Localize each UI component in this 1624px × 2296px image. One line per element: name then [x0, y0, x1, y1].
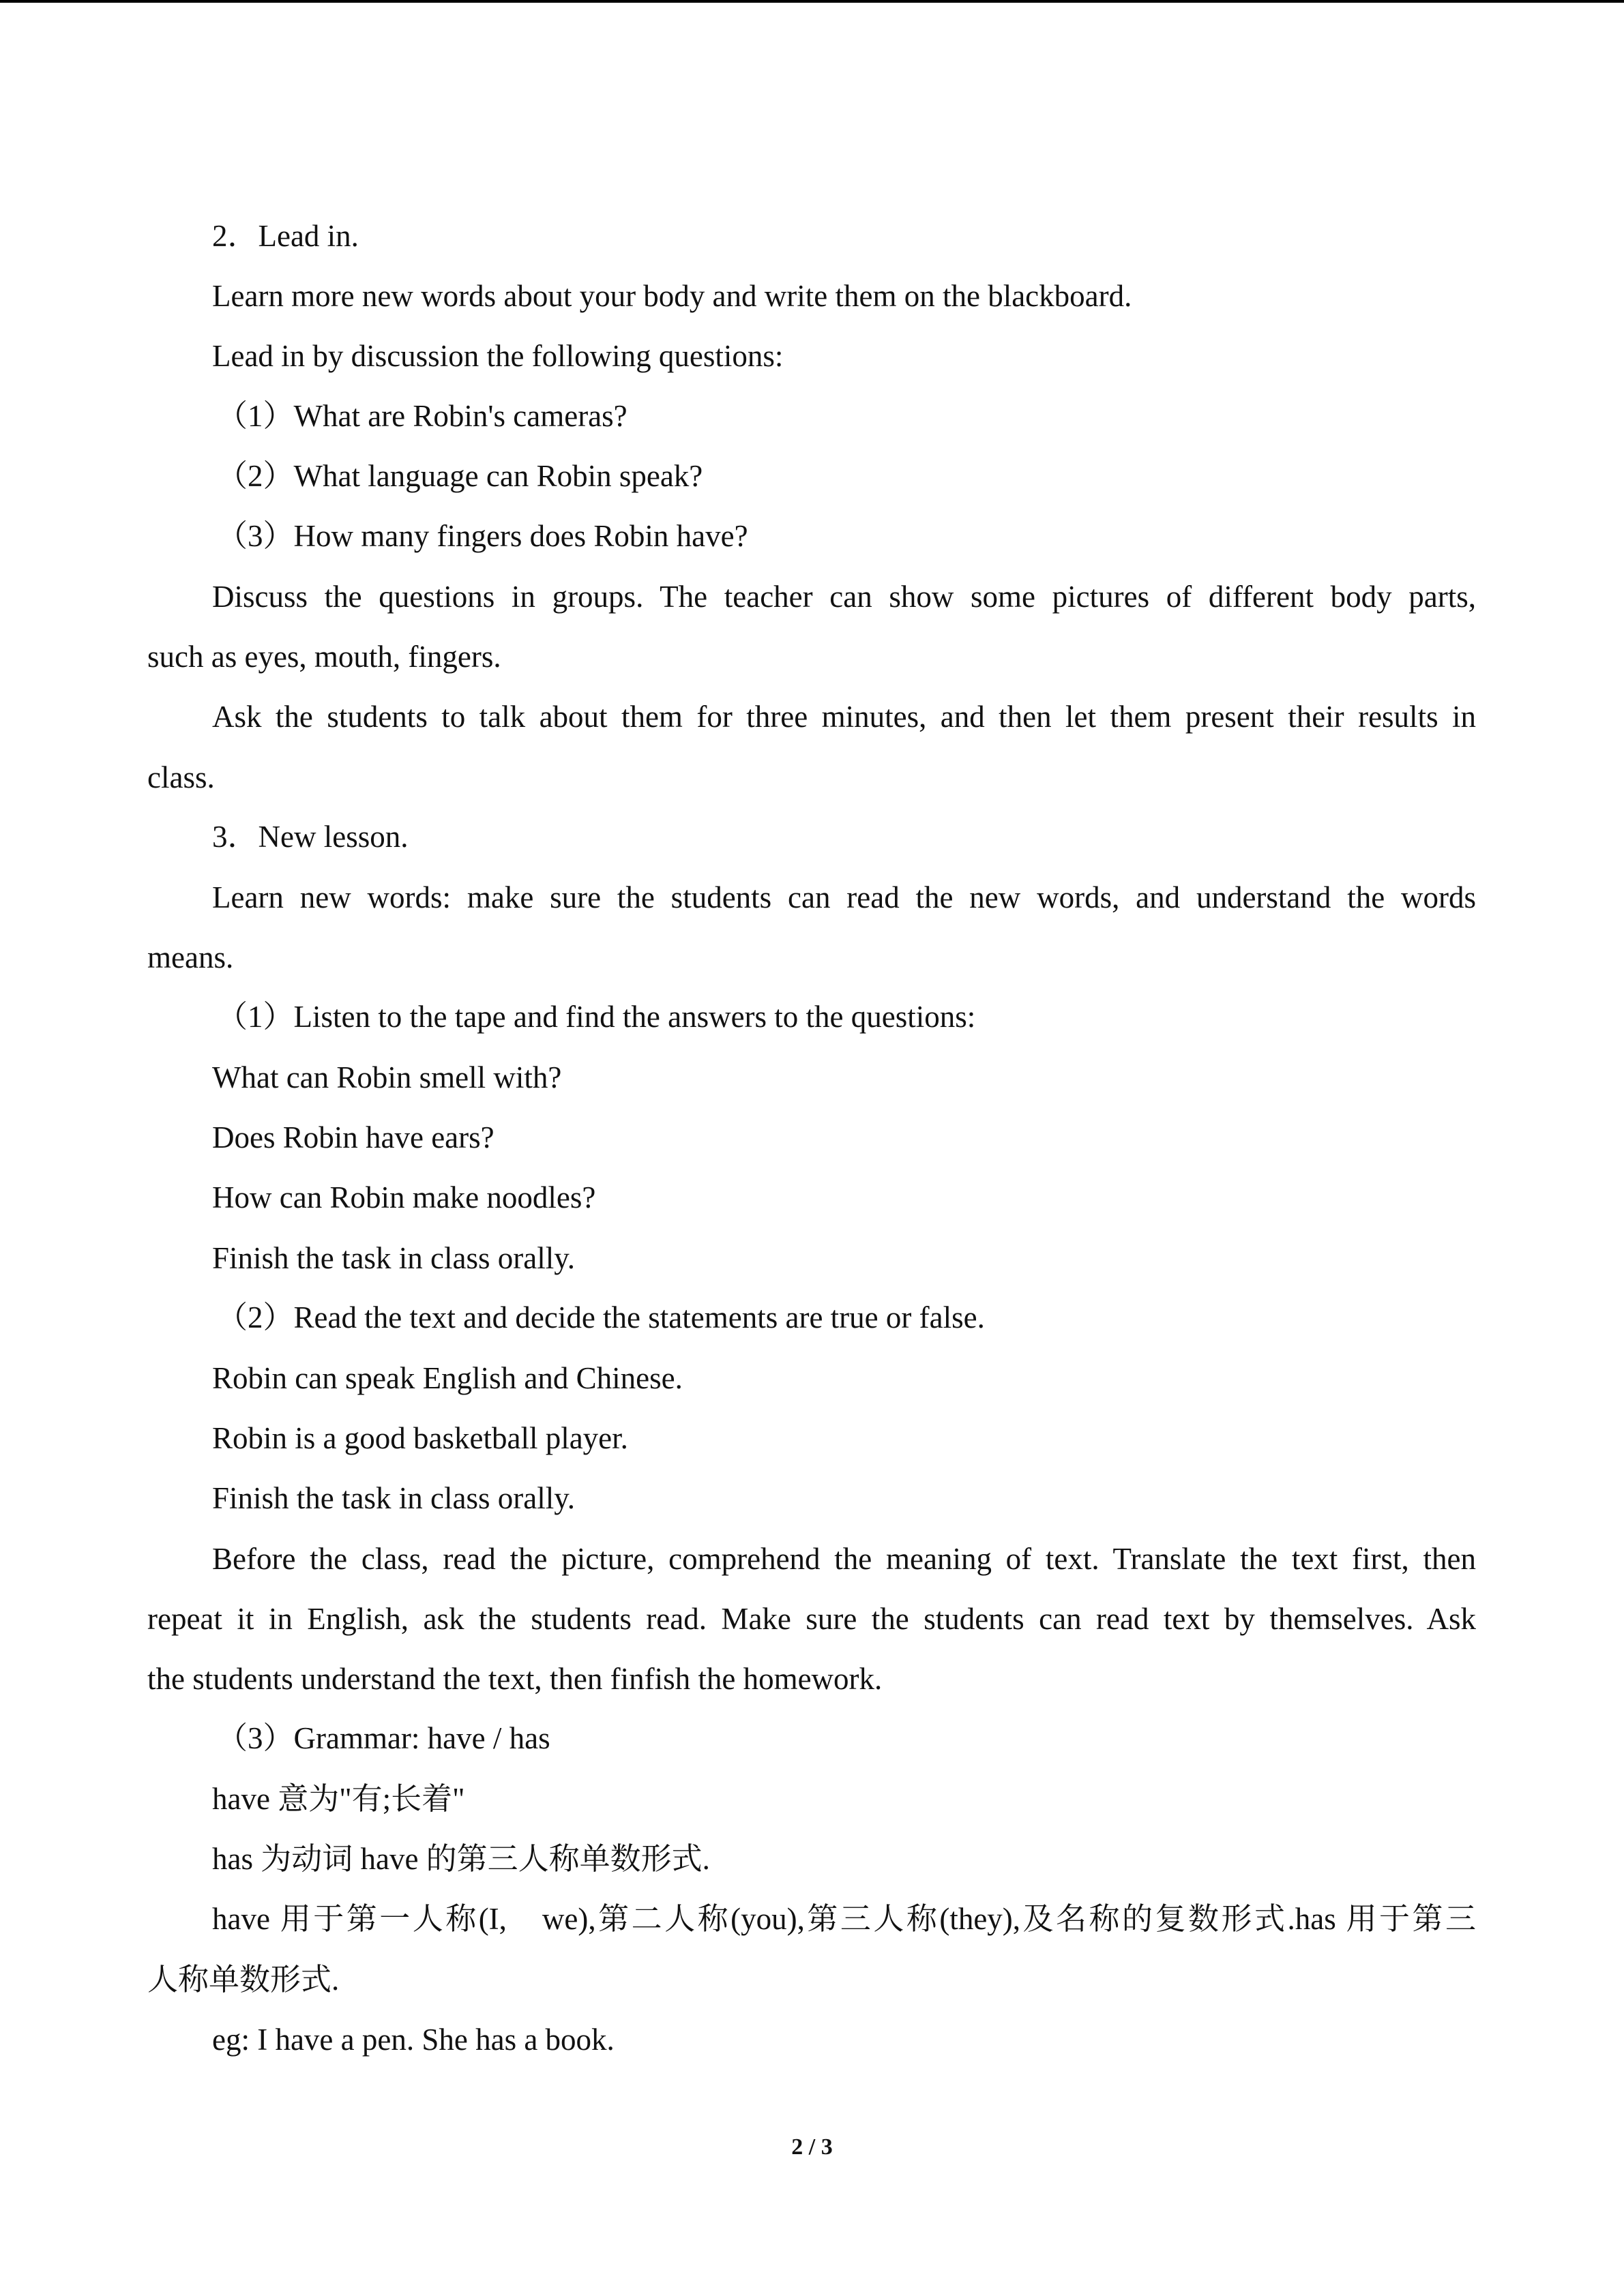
- question-item: Does Robin have ears?: [212, 1120, 494, 1154]
- grammar-note: have 用于第一人称(I, we),第二人称(you),第三人称(they),及名称的复数形式.has 用于第三: [212, 1902, 1476, 1936]
- paragraph-line: Finish the task in class orally.: [212, 1481, 576, 1515]
- paragraph-line: repeat it in English, ask the students read. Make sure the students can read text by themselves. Ask: [147, 1602, 1476, 1636]
- paragraph-line: Before the class, read the picture, comprehend the meaning of text. Translate the text first, then: [212, 1542, 1476, 1576]
- grammar-note: 人称单数形式.: [147, 1963, 340, 1997]
- section-heading-lead-in: 2．Lead in.: [212, 219, 359, 253]
- paragraph-line: such as eyes, mouth, fingers.: [147, 640, 501, 674]
- question-item: （1）What are Robin's cameras?: [217, 399, 628, 433]
- question-item: What can Robin smell with?: [212, 1060, 562, 1094]
- task-heading: （2）Read the text and decide the statements are true or false.: [217, 1300, 985, 1335]
- paragraph-line: class.: [147, 760, 215, 794]
- question-item: How can Robin make noodles?: [212, 1180, 596, 1214]
- paragraph-line: Lead in by discussion the following questions:: [212, 339, 784, 373]
- grammar-note: has 为动词 have 的第三人称单数形式.: [212, 1842, 710, 1876]
- paragraph-line: Learn more new words about your body and write them on the blackboard.: [212, 279, 1132, 313]
- example-line: eg: I have a pen. She has a book.: [212, 2023, 615, 2057]
- question-item: （2）What language can Robin speak?: [217, 459, 703, 493]
- paragraph-line: Finish the task in class orally.: [212, 1241, 576, 1275]
- paragraph-line: the students understand the text, then finfish the homework.: [147, 1662, 883, 1696]
- paragraph-line: Discuss the questions in groups. The teacher can show some pictures of different body parts,: [212, 580, 1476, 614]
- statement-item: Robin is a good basketball player.: [212, 1421, 628, 1455]
- grammar-heading: （3）Grammar: have / has: [217, 1721, 550, 1755]
- section-heading-new-lesson: 3．New lesson.: [212, 820, 409, 854]
- paragraph-line: Ask the students to talk about them for three minutes, and then let them present their results in: [212, 700, 1476, 734]
- paragraph-line: means.: [147, 940, 234, 974]
- question-item: （3）How many fingers does Robin have?: [217, 519, 748, 553]
- page-number: 2 / 3: [791, 2134, 833, 2160]
- grammar-note: have 意为"有;长着": [212, 1782, 465, 1816]
- paragraph-line: Learn new words: make sure the students can read the new words, and understand the words: [212, 880, 1476, 914]
- statement-item: Robin can speak English and Chinese.: [212, 1361, 683, 1395]
- task-heading: （1）Listen to the tape and find the answers to the questions:: [217, 1000, 976, 1034]
